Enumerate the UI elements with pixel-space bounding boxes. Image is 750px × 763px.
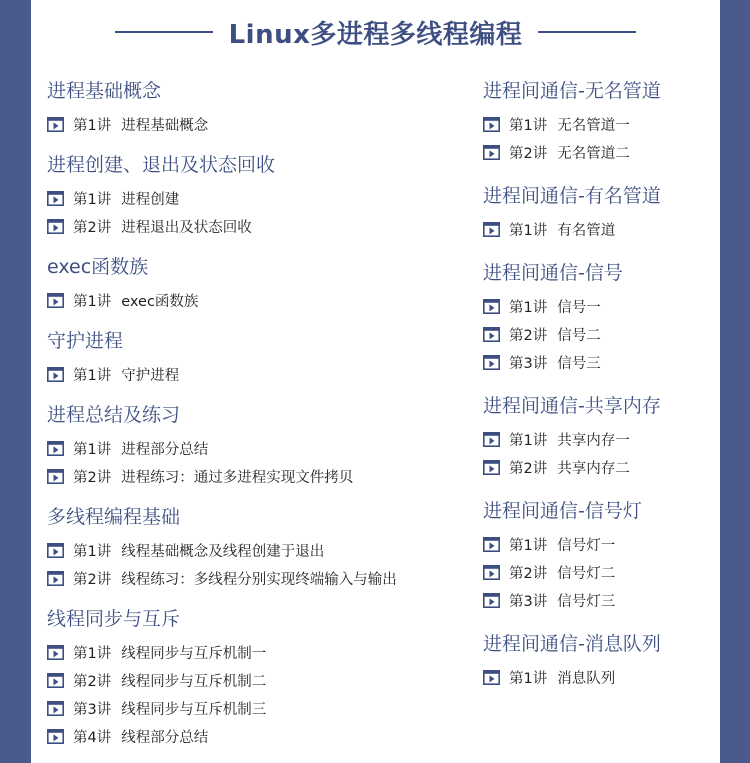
course-section [483,629,715,691]
course-section [483,496,715,614]
play-video-icon [47,219,64,234]
section-title: 进程间通信-信号 [483,262,623,284]
section-title: 进程创建、退出及状态回收 [47,154,276,176]
lesson-number: 第1讲 [73,367,112,384]
lesson-title: 守护进程 [121,367,180,384]
lesson-number: 第2讲 [73,219,112,236]
header [31,12,720,52]
play-video-icon [47,571,64,586]
title-divider-left [115,31,213,33]
play-video-icon [483,299,500,314]
course-panel [31,0,720,763]
lesson-number: 第1讲 [73,191,112,208]
lesson-item[interactable] [47,110,467,138]
section-title: 进程间通信-共享内存 [483,395,661,417]
lesson-title: exec函数族 [121,293,199,310]
lesson-item[interactable] [47,536,467,564]
play-video-icon [47,543,64,558]
lesson-number: 第2讲 [509,565,548,582]
lesson-item[interactable] [47,666,467,694]
play-video-icon [47,701,64,716]
page-title: Linux多进程多线程编程 [228,19,523,50]
lesson-item[interactable] [47,722,467,750]
play-video-icon [47,367,64,382]
lesson-number: 第1讲 [509,117,548,134]
course-section [47,400,467,490]
play-video-icon [483,222,500,237]
lesson-title: 线程部分总结 [121,729,209,746]
course-section [483,76,715,166]
lesson-item[interactable] [483,425,715,453]
course-section [483,391,715,481]
course-section [483,258,715,376]
play-video-icon [47,117,64,132]
play-video-icon [483,593,500,608]
lesson-title: 线程练习：多线程分别实现终端输入与输出 [121,571,397,588]
play-video-icon [483,565,500,580]
lesson-number: 第2讲 [509,145,548,162]
lesson-title: 进程退出及状态回收 [121,219,252,236]
play-video-icon [483,537,500,552]
lesson-number: 第1讲 [509,670,548,687]
play-video-icon [47,441,64,456]
lesson-title: 消息队列 [557,670,616,687]
lesson-item[interactable] [47,184,467,212]
lesson-item[interactable] [47,694,467,722]
lesson-number: 第2讲 [509,327,548,344]
lesson-title: 信号二 [557,327,601,344]
lesson-number: 第1讲 [509,299,548,316]
lesson-number: 第1讲 [73,645,112,662]
lesson-title: 进程部分总结 [121,441,209,458]
lesson-item[interactable] [483,558,715,586]
lesson-item[interactable] [47,212,467,240]
play-video-icon [483,327,500,342]
lesson-number: 第2讲 [73,469,112,486]
section-title: 进程基础概念 [47,80,162,102]
lesson-number: 第2讲 [73,571,112,588]
lesson-number: 第2讲 [73,673,112,690]
lesson-title: 信号灯三 [557,593,616,610]
play-video-icon [47,293,64,308]
course-section [47,150,467,240]
left-column [47,76,467,762]
lesson-title: 有名管道 [557,222,616,239]
lesson-number: 第3讲 [73,701,112,718]
course-section [47,76,467,138]
course-section [47,252,467,314]
play-video-icon [47,729,64,744]
course-section [47,502,467,592]
play-video-icon [483,145,500,160]
play-video-icon [47,673,64,688]
lesson-item[interactable] [483,110,715,138]
section-title: 进程间通信-有名管道 [483,185,661,207]
lesson-title: 进程练习：通过多进程实现文件拷贝 [121,469,354,486]
course-section [47,326,467,388]
lesson-number: 第4讲 [73,729,112,746]
lesson-item[interactable] [483,215,715,243]
lesson-title: 共享内存一 [557,432,630,449]
lesson-title: 信号三 [557,355,601,372]
lesson-number: 第1讲 [73,293,112,310]
section-title: 进程间通信-无名管道 [483,80,661,102]
course-section [483,181,715,243]
section-title: 多线程编程基础 [47,506,181,528]
section-title: 线程同步与互斥 [47,608,181,630]
lesson-title: 无名管道一 [557,117,630,134]
lesson-number: 第1讲 [73,441,112,458]
lesson-item[interactable] [47,564,467,592]
lesson-title: 共享内存二 [557,460,630,477]
lesson-item[interactable] [483,530,715,558]
play-video-icon [483,460,500,475]
lesson-item[interactable] [483,663,715,691]
lesson-item[interactable] [483,453,715,481]
title-divider-right [538,31,636,33]
lesson-item[interactable] [47,638,467,666]
lesson-title: 线程同步与互斥机制二 [121,673,267,690]
play-video-icon [47,191,64,206]
section-title: 进程间通信-消息队列 [483,633,661,655]
lesson-title: 线程基础概念及线程创建于退出 [121,543,325,560]
play-video-icon [483,670,500,685]
course-section [47,604,467,750]
lesson-title: 线程同步与互斥机制一 [121,645,267,662]
lesson-title: 信号灯一 [557,537,616,554]
lesson-number: 第1讲 [509,222,548,239]
lesson-title: 线程同步与互斥机制三 [121,701,267,718]
play-video-icon [47,469,64,484]
lesson-item[interactable] [47,360,467,388]
right-column [483,76,715,706]
section-title: 守护进程 [47,330,124,352]
section-title: exec函数族 [47,256,149,278]
lesson-title: 信号灯二 [557,565,616,582]
lesson-title: 信号一 [557,299,601,316]
lesson-number: 第1讲 [509,432,548,449]
play-video-icon [483,432,500,447]
lesson-item[interactable] [483,138,715,166]
lesson-item[interactable] [47,434,467,462]
lesson-item[interactable] [483,320,715,348]
lesson-number: 第1讲 [73,117,112,134]
lesson-item[interactable] [47,286,467,314]
lesson-item[interactable] [47,462,467,490]
lesson-number: 第1讲 [509,537,548,554]
lesson-number: 第2讲 [509,460,548,477]
lesson-title: 无名管道二 [557,145,630,162]
section-title: 进程间通信-信号灯 [483,500,642,522]
section-title: 进程总结及练习 [47,404,181,426]
lesson-number: 第3讲 [509,355,548,372]
lesson-title: 进程基础概念 [121,117,209,134]
lesson-number: 第3讲 [509,593,548,610]
play-video-icon [483,117,500,132]
lesson-title: 进程创建 [121,191,180,208]
lesson-item[interactable] [483,292,715,320]
lesson-item[interactable] [483,586,715,614]
lesson-number: 第1讲 [73,543,112,560]
play-video-icon [483,355,500,370]
play-video-icon [47,645,64,660]
lesson-item[interactable] [483,348,715,376]
